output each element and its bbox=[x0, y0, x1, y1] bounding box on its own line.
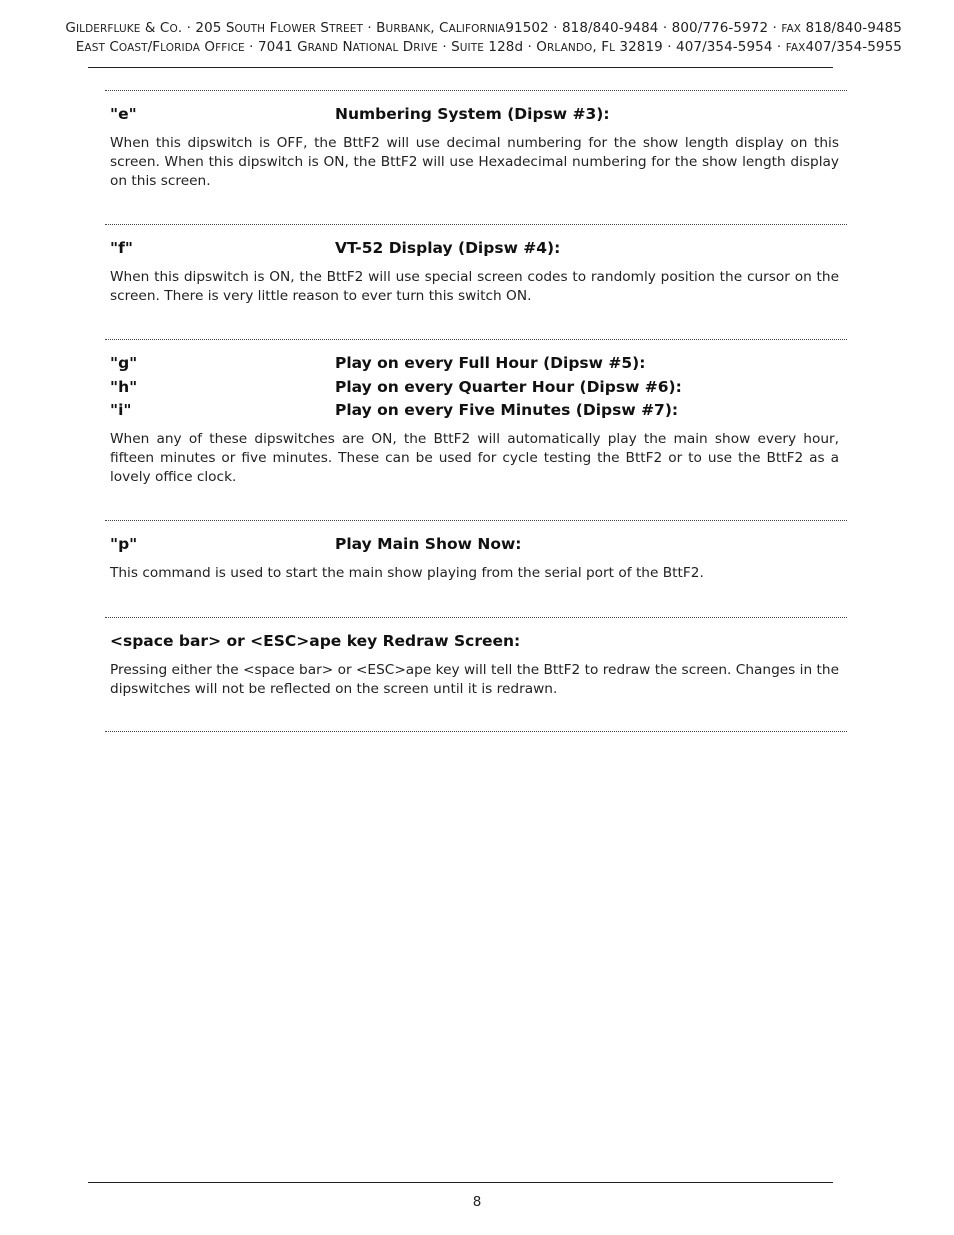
letterhead-run: FAX bbox=[785, 42, 806, 54]
section-divider bbox=[105, 339, 847, 340]
letterhead-run: , C bbox=[430, 20, 449, 36]
letterhead-run: 128d · O bbox=[484, 39, 548, 55]
letterhead-run: 818/840-9485 bbox=[801, 20, 902, 36]
command-key-p: "p" bbox=[110, 535, 138, 553]
command-key-g: "g" bbox=[110, 354, 138, 372]
section-title-redraw-screen: <space bar> or <ESC>ape key Redraw Screen: bbox=[110, 632, 521, 650]
section-body-redraw-screen: Pressing either the <space bar> or <ESC>ape key will tell the BttF2 to redraw the screen. Changes in the dipswitches will not be reflected on the screen until it is redrawn. bbox=[110, 662, 839, 697]
letterhead-run: ALIFORNIA bbox=[448, 23, 506, 35]
letterhead-run: G bbox=[65, 20, 76, 36]
section-title-vt52-display: VT-52 Display (Dipsw #4): bbox=[335, 239, 561, 257]
section-title-numbering-system: Numbering System (Dipsw #3): bbox=[335, 105, 610, 123]
section-title-five-minutes: Play on every Five Minutes (Dipsw #7): bbox=[335, 401, 679, 419]
letterhead-run: N bbox=[338, 39, 353, 55]
section-body-play-main-show: This command is used to start the main show playing from the serial port of the BttF2. bbox=[110, 565, 704, 581]
section-body-play-schedule: When any of these dipswitches are ON, the BttF2 will automatically play the main show every hour, fifteen minutes or five minutes. These can be used for cycle testing the BttF2 or to use the BttF2 as a lovely office clock. bbox=[110, 431, 839, 485]
letterhead-run: L bbox=[609, 42, 616, 54]
letterhead-run: F bbox=[265, 20, 278, 36]
letterhead-run: O bbox=[169, 23, 178, 35]
letterhead-run: · S bbox=[437, 39, 460, 55]
section-divider bbox=[105, 617, 847, 618]
letterhead-run: C bbox=[104, 39, 119, 55]
letterhead-run: OUTH bbox=[234, 23, 266, 35]
section-body-numbering-system: When this dipswitch is OFF, the BttF2 will use decimal numbering for the show length display on this screen. When this dipswitch is ON, the BttF2 will use Hexadecimal numbering for the show length display on this screen. bbox=[110, 135, 839, 189]
section-divider bbox=[105, 731, 847, 732]
letterhead-run: RIVE bbox=[413, 42, 438, 54]
letterhead-run: OAST bbox=[118, 42, 148, 54]
section-title-play-main-show: Play Main Show Now: bbox=[335, 535, 522, 553]
section-divider bbox=[105, 224, 847, 225]
letterhead-line-1 bbox=[22, 20, 902, 36]
letterhead-run: 407/354-5955 bbox=[805, 39, 902, 55]
letterhead-run: FAX bbox=[781, 23, 802, 35]
section-divider bbox=[105, 520, 847, 521]
letterhead-run: 32819 · 407/354-5954 · bbox=[615, 39, 786, 55]
letterhead-run: LORIDA bbox=[160, 42, 200, 54]
letterhead-run: URBANK bbox=[385, 23, 431, 35]
command-key-i: "i" bbox=[110, 401, 132, 419]
letterhead-run: O bbox=[200, 39, 216, 55]
letterhead-run: AST bbox=[84, 42, 105, 54]
section-title-quarter-hour: Play on every Quarter Hour (Dipsw #6): bbox=[335, 378, 682, 396]
letterhead-run: TREET bbox=[329, 23, 363, 35]
letterhead-run: S bbox=[316, 20, 330, 36]
letterhead-run: RAND bbox=[307, 42, 339, 54]
letterhead-run: ILDERFLUKE bbox=[75, 23, 141, 35]
letterhead-run: RLANDO bbox=[547, 42, 593, 54]
section-divider bbox=[105, 90, 847, 91]
page-number: 8 bbox=[472, 1194, 482, 1210]
command-key-f: "f" bbox=[110, 239, 133, 257]
section-title-full-hour: Play on every Full Hour (Dipsw #5): bbox=[335, 354, 646, 372]
letterhead-run: . · 205 S bbox=[177, 20, 235, 36]
letterhead-run: LOWER bbox=[277, 23, 317, 35]
section-body-vt52-display: When this dipswitch is ON, the BttF2 will use special screen codes to randomly position the cursor on the screen. There is very little reason to ever turn this switch ON. bbox=[110, 269, 839, 304]
letterhead-line-2 bbox=[22, 39, 902, 55]
command-key-h: "h" bbox=[110, 378, 138, 396]
letterhead-run: E bbox=[75, 39, 85, 55]
letterhead-run: /F bbox=[147, 39, 161, 55]
footer-rule bbox=[88, 1182, 833, 1183]
letterhead-run: , F bbox=[592, 39, 610, 55]
letterhead-run: 91502 · 818/840-9484 · 800/776-5972 · bbox=[505, 20, 782, 36]
letterhead-run: D bbox=[398, 39, 414, 55]
header-rule bbox=[88, 67, 833, 68]
letterhead-run: UITE bbox=[459, 42, 484, 54]
letterhead-run: FFICE bbox=[215, 42, 245, 54]
command-key-e: "e" bbox=[110, 105, 137, 123]
letterhead-run: ATIONAL bbox=[352, 42, 399, 54]
letterhead-run: · B bbox=[362, 20, 386, 36]
letterhead-run: & C bbox=[140, 20, 170, 36]
letterhead-run: · 7041 G bbox=[244, 39, 308, 55]
